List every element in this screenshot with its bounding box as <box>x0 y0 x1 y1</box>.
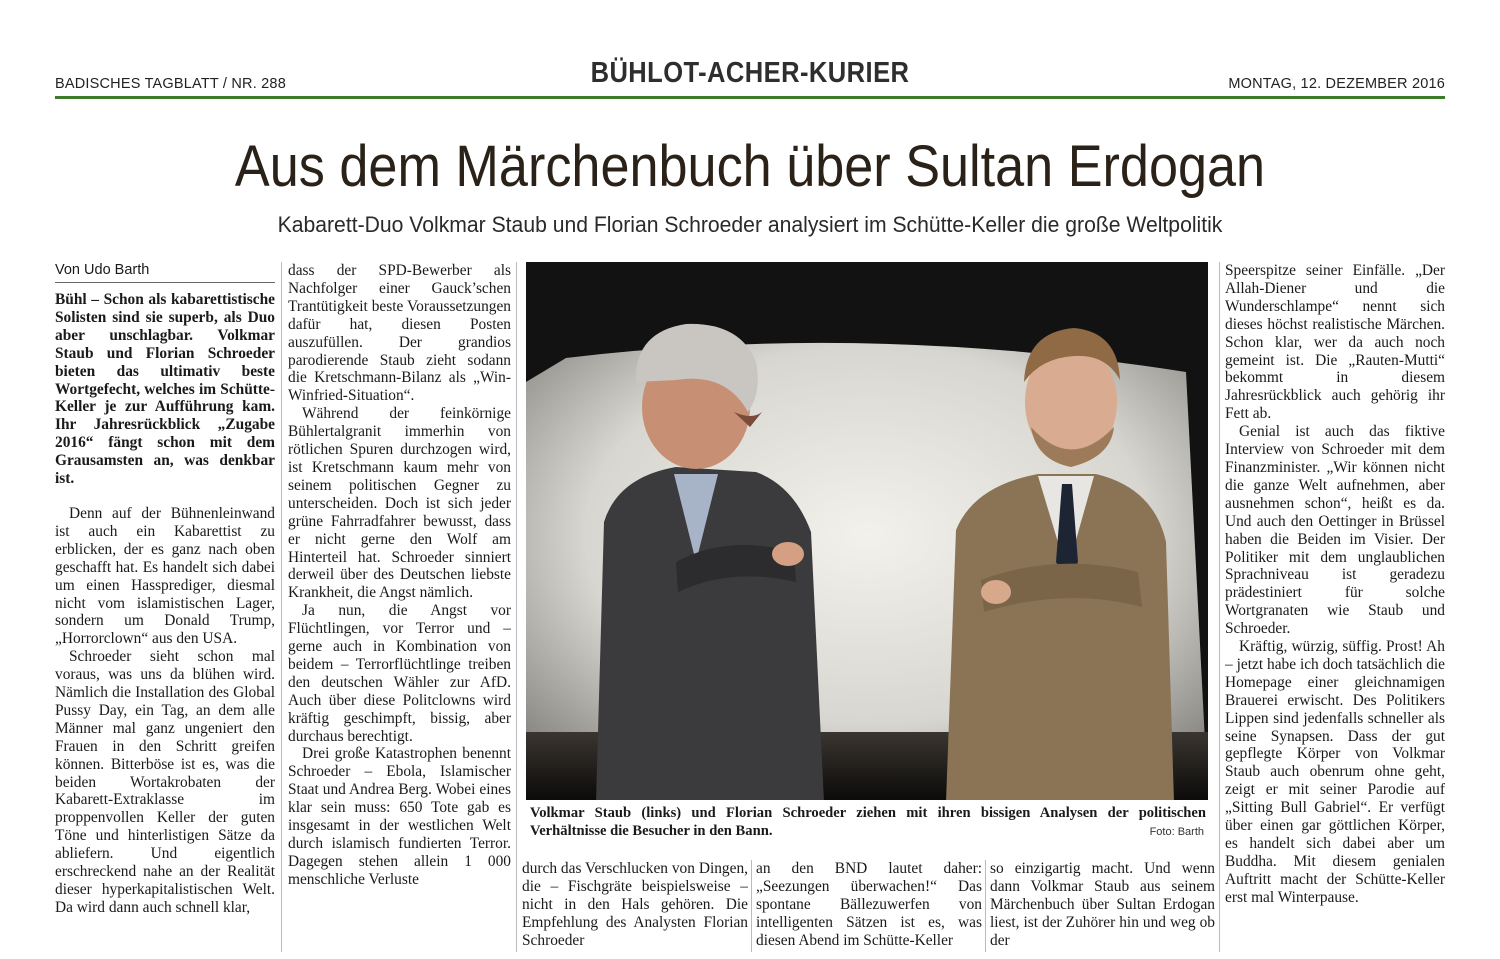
column-1 <box>55 262 275 952</box>
byline: Von Udo Barth <box>55 262 275 283</box>
body-paragraph: Denn auf der Bühnenleinwand ist auch ein Kabarettist zu erblicken, der es ganz nach oben geschafft hat. Es handelt sich dabei um einen Hassprediger, diesmal nicht vom islamistischen Lager, sondern um Donald Trump, „Horrorclown“ aus den USA. <box>55 504 275 648</box>
column-2 <box>288 262 511 952</box>
column-3 <box>522 860 748 952</box>
body-paragraph: so einzigartig macht. Und wenn dann Volkmar Staub aus seinem Märchenbuch über Sultan Erdogan liest, ist der Zuhörer hin und weg ob der <box>990 860 1215 949</box>
headline: Aus dem Märchenbuch über Sultan Erdogan <box>234 134 1266 199</box>
body-paragraph: Speerspitze seiner Einfälle. „Der Allah-Diener und die Wunderschlampe“ nennt sich dieses höchst realistische Märchen. Schon klar, wer da auch noch gemeint ist. Die „Rauten-Mutti“ bekommt in diesem Jahresrückblick auch gehörig ihr Fett ab. <box>1225 262 1445 423</box>
issue-date: MONTAG, 12. DEZEMBER 2016 <box>1228 76 1445 92</box>
masthead <box>55 52 1445 99</box>
body-paragraph: Ja nun, die Angst vor Flüchtlingen, vor Terror und – gerne auch in Kombination von beidem – Terrorflüchtlinge treiben den deutschen Wähler zur AfD. Auch über diese Politclowns wird kräftig geschimpft, bissig, aber durchaus berechtigt. <box>288 602 511 745</box>
body-paragraph: Kräftig, würzig, süffig. Prost! Ah – jetzt habe ich doch tatsächlich die Homepage einer gleichnamigen Brauerei erwischt. Des Politikers Lippen sind jedenfalls schneller als seine Synapsen. Dass der gut gepflegte Körper von Volkmar Staub auch obenrum ohne geht, zeigt er mit seiner Parodie auf „Sitting Bull Gabriel“. Er verfügt über einen gar göttlichen Körper, es handelt sich dabei aber um Buddha. Mit diesem genialen Auftritt macht der Schütte-Keller erst mal Winterpause. <box>1225 638 1445 906</box>
column-rule <box>1219 262 1220 952</box>
column-rule <box>751 860 752 952</box>
column-5 <box>990 860 1215 952</box>
body-paragraph: Während der feinkörnige Bühlertalgranit immerhin von rötlichen Spuren durchzogen wird, ist Kretschmann kaum mehr von seinem politischen Gegner zu unterscheiden. Doch ist sich jeder grüne Fahrradfahrer bewusst, dass er nicht gerne den Wolf am Hinterteil hat. Schroeder sinniert derweil über des Deutschen liebste Krankheit, die Angst nämlich. <box>288 405 511 602</box>
column-rule <box>281 262 282 952</box>
column-rule <box>985 860 986 952</box>
column-4 <box>756 860 982 952</box>
column-6 <box>1225 262 1445 952</box>
article-photo <box>526 262 1208 800</box>
body-paragraph: durch das Verschlucken von Dingen, die – Fischgräte beispielsweise – nicht in den Hals gehören. Die Empfehlung des Analysten Florian Schroeder <box>522 860 748 949</box>
column-rule <box>516 262 517 952</box>
lead-paragraph: Bühl – Schon als kabarettistische Solisten sind sie superb, als Duo aber unschlagbar. Volkmar Staub und Florian Schroeder bieten das ultimativ beste Wortgefecht, welches im Schütte-Keller je zur Aufführung kam. Ihr Jahresrückblick „Zugabe 2016“ fängt schon mit dem Grausamsten an, was denkbar ist. <box>55 291 275 488</box>
body-paragraph: Drei große Katastrophen benennt Schroeder – Ebola, Islamischer Staat und Andrea Berg. Wobei eines klar sein muss: 650 Tote gab es insgesamt in der westlichen Welt durch islamisch fundierten Terror. Dagegen stehen allein 1 000 menschliche Verluste <box>288 745 511 888</box>
body-paragraph: dass der SPD-Bewerber als Nachfolger einer Gauck’schen Trantütigkeit beste Voraussetzungen dafür hat, diesen Posten auszufüllen. Der grandios parodierende Staub zieht sodann die Kretschmann-Bilanz als „Win-Winfried-Situation“. <box>288 262 511 405</box>
body-paragraph: Schroeder sieht schon mal voraus, was uns da blühen wird. Nämlich die Installation des Global Pussy Day, ein Tag, an dem alle Männer mal ganz ungeniert den Frauen in den Schritt greifen können. Bitterböse ist es, was die beiden Wortakrobaten der Kabarett-Extraklasse im proppenvollen Keller der guten Töne und hinterlistigen Sätze da abliefern. Und eigentlich erschreckend nahe an der Realität dieser hyperkapitalistischen Welt. Da wird dann auch schnell klar, <box>55 648 275 916</box>
subheadline: Kabarett-Duo Volkmar Staub und Florian Schroeder analysiert im Schütte-Keller die große Weltpolitik <box>277 212 1223 237</box>
body-paragraph: Genial ist auch das fiktive Interview von Schroeder mit dem Finanzminister. „Wir können nicht die ganze Welt aufnehmen, aber ausnehmen schon“, heißt es da. Und auch den Oettinger in Brüssel haben die Beiden im Visier. Der Politiker mit dem unglaublichen Sprachniveau ist geradezu prädestiniert für solche Wortgranaten wie Staub und Schroeder. <box>1225 423 1445 638</box>
photo-caption: Volkmar Staub (links) und Florian Schroeder ziehen mit ihren bissigen Analysen der politischen Verhältnisse die Besucher in den Bann. <box>530 805 1206 839</box>
photo-credit: Foto: Barth <box>1149 826 1204 838</box>
paper-name: BADISCHES TAGBLATT / NR. 288 <box>55 76 286 92</box>
body-paragraph: an den BND lautet daher: „Seezungen überwachen!“ Das spontane Bällezuwerfen von intelligenten Sätzen ist es, was diesen Abend im Schütte-Keller <box>756 860 982 949</box>
section-title: BÜHLOT-ACHER-KURIER <box>590 57 910 89</box>
stage-photo-illustration <box>526 262 1208 800</box>
